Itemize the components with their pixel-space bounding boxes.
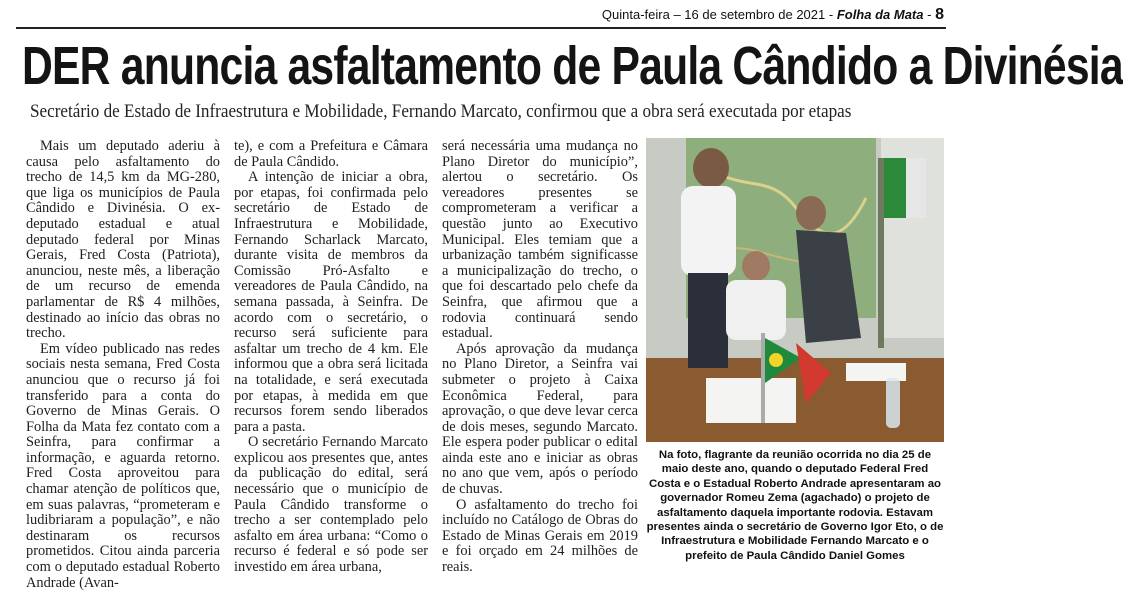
page-header — [0, 0, 960, 34]
flag-green — [884, 158, 906, 218]
paragraph-continued: será necessária uma mudança no Plano Diretor do município”, alertou o secretário. Os vereadores presentes se comprometeram a verificar a questão junto ao Executivo Municipal. Eles temiam que a urbanização também significasse a municipalização do trecho, o que foi descartado pelo chefe da Seinfra, que afirmou que a rodovia continuará sendo estadual. — [442, 138, 638, 342]
subheadline: Secretário de Estado de Infraestrutura e Mobilidade, Fernando Marcato, confirmou que a obra será executada por etapas — [30, 101, 852, 122]
newspaper-name: Folha da Mata — [836, 7, 924, 22]
paragraph: A intenção de iniciar a obra, por etapas, foi confirmada pelo secretário de Estado de Infraestrutura e Mobilidade, Fernando Scharlack Marcato, durante visita de membros da Comissão Pró-Asfalto e vereadores de Paula Cândido, na semana passada, à Seinfra. De acordo com o secretário, o recurso será suficiente para asfaltar um trecho de 4 km. Ele informou que a obra será licitada na totalidade, e será executada por etapas, à medida em que recursos forem sendo liberados para a pasta. — [234, 169, 428, 435]
meeting-photo-illustration — [646, 138, 944, 442]
person-head — [693, 148, 729, 188]
paragraph: O secretário Fernando Marcato explicou aos presentes que, antes da publicação do edital, será necessário que o município de Paula Cândido transforme o trecho a ser contemplado pelo asfalto em área urbana: “Como o recurso é federal e só pode ser investido em área urbana, — [234, 434, 428, 576]
page-separator: - — [927, 7, 932, 22]
headline: DER anuncia asfaltamento de Paula Cândido a Divinésia — [22, 36, 1123, 96]
photo-caption: Na foto, flagrante da reunião ocorrida no dia 25 de maio deste ano, quando o deputado Federal Fred Costa e o Estadual Roberto Andrade apresentaram ao governador Romeu Zema (agachado) o projeto de asfaltamento daquela importante rodovia. Estavam presentes ainda o secretário de Governo Igor Eto, o de Infraestrutura e Mobilidade Fernando Marcato e o prefeito de Paula Cândido Daniel Gomes — [646, 449, 944, 562]
paragraph: Em vídeo publicado nas redes sociais nesta semana, Fred Costa anunciou que o recurso já foi transferido para a conta do Governo de Minas Gerais. O Folha da Mata fez contato com a Seinfra, para confirmar a informação, e aguarda retorno. Fred Costa aproveitou para chamar atenção de políticos que, em suas palavras, “prometeram e ludibriaram a população”, e não destinaram os recursos prometidos. Citou ainda parceria com o deputado estadual Roberto Andrade (Avan- — [26, 340, 220, 591]
page-number: 8 — [935, 6, 944, 23]
paragraph-continued: te), e com a Prefeitura e Câmara de Paula Cândido. — [234, 138, 428, 170]
article-column-3 — [442, 139, 638, 576]
paragraph: O asfaltamento do trecho foi incluído no Catálogo de Obras do Estado de Minas Gerais em 2019 e foi orçado em 24 milhões de reais. — [442, 496, 638, 576]
person-white-shirt — [681, 186, 736, 276]
header-rule — [16, 27, 946, 29]
article-column-1 — [26, 139, 220, 591]
paragraph: Após aprovação da mudança no Plano Diretor, a Seinfra vai submeter o projeto à Caixa Econômica Federal, para aprovação, o que deve levar cerca de dois meses, segundo Marcato. Ele espera poder publicar o edital ainda este ano e iniciar as obras no ano que vem, após o período de chuvas. — [442, 340, 638, 498]
date-text: Quinta-feira – 16 de setembro de 2021 - — [601, 7, 834, 22]
person-head — [796, 196, 826, 230]
flag-pole — [878, 158, 884, 348]
dateline — [602, 6, 944, 24]
person-head — [742, 251, 770, 281]
meeting-photo — [646, 138, 944, 442]
article-column-2 — [234, 139, 428, 576]
paragraph: Mais um deputado aderiu à causa pelo asfaltamento do trecho de 14,5 km da MG-280, que liga os municípios de Paula Cândido e Divinésia. O ex-deputado estadual e atual deputado federal por Minas Gerais, Fred Costa (Patriota), anunciou, neste mês, a liberação de um recurso de emenda parlamentar de R$ 4 milhões, destinado ao início das obras no trecho. — [26, 138, 220, 342]
